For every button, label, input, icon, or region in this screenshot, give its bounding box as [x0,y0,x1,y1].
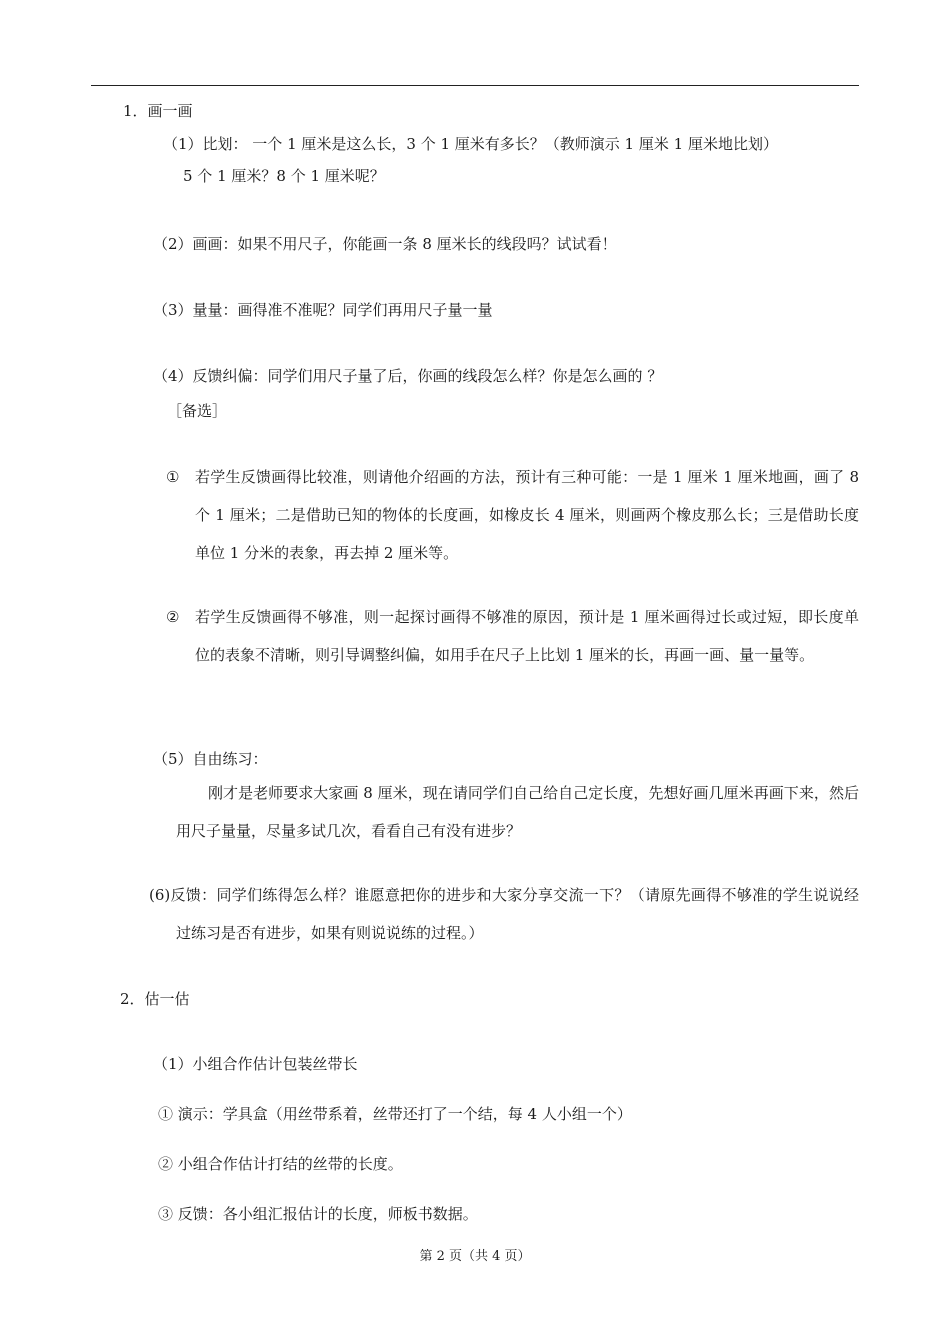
item1-line2: 5 个 1 厘米？8 个 1 厘米呢？ [183,167,385,185]
option1-marker: ① [166,468,180,486]
page-number: 第 2 页（共 4 页） [419,1249,531,1264]
item4: （4）反馈纠偏：同学们用尺子量了后，你画的线段怎么样？你是怎么画的 ？ [153,367,663,385]
item2: （2）画画：如果不用尺子，你能画一条 8 厘米长的线段吗？试试看！ [153,235,617,253]
item5-label: （5）自由练习： [153,750,268,768]
section2-step3: ③ 反馈：各小组汇报估计的长度，师板书数据。 [158,1205,478,1223]
section2-step2: ② 小组合作估计打结的丝带的长度。 [158,1155,403,1173]
section2-title: 2．估一估 [120,990,190,1008]
option1 [166,458,859,572]
header-rule [91,85,859,86]
section2-item1: （1）小组合作估计包装丝带长 [153,1055,358,1073]
item3: （3）量量：画得准不准呢？同学们再用尺子量一量 [153,301,493,319]
item1-line1: （1）比划： 一个 1 厘米是这么长，3 个 1 厘米有多长？（教师演示 1 厘米 1 厘米地比划） [163,135,778,153]
option2 [166,598,859,674]
section2-step1: ① 演示：学具盒（用丝带系着，丝带还打了一个结，每 4 人小组一个） [158,1105,632,1123]
section1-title: 1．画一画 [123,102,193,120]
item5-text: 刚才是老师要求大家画 8 厘米，现在请同学们自己给自己定长度，先想好画几厘米再画下来，然后用尺子量量，尽量多试几次，看看自己有没有进步？ [176,784,859,840]
option2-text: 若学生反馈画得不够准，则一起探讨画得不够准的原因，预计是 1 厘米画得过长或过短，即长度单位的表象不清晰，则引导调整纠偏，如用手在尺子上比划 1 厘米的长，再画一画、量一量等。 [195,608,859,664]
option1-text: 若学生反馈画得比较准，则请他介绍画的方法，预计有三种可能：一是 1 厘米 1 厘米地画，画了 8 个 1 厘米；二是借助已知的物体的长度画，如橡皮长 4 厘米，则画两个橡皮那么长；三是借助长度单位 1 分米的表象，再去掉 2 厘米等。 [195,468,859,562]
optional-label: ［备选］ [167,402,228,420]
option2-marker: ② [166,608,180,626]
item6-text: (6)反馈：同学们练得怎么样？谁愿意把你的进步和大家分享交流一下？（请原先画得不够准的学生说说经过练习是否有进步，如果有则说说练的过程。） [149,886,859,942]
